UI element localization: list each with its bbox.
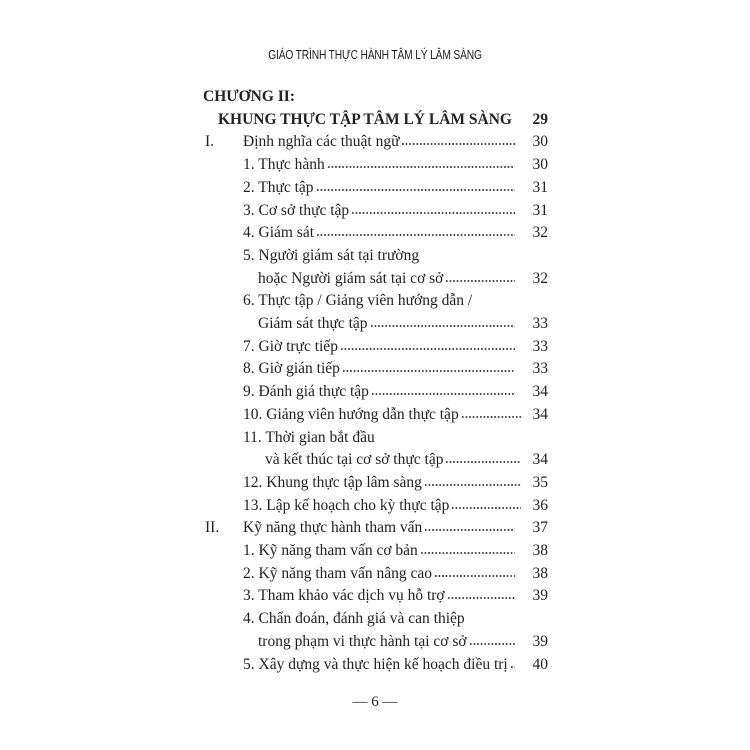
page-number: 32: [532, 224, 548, 242]
leader-dots: [327, 159, 515, 169]
leader-dots: [461, 409, 521, 419]
toc-entry-title: và kết thúc tại cơ sở thực tập: [265, 451, 444, 469]
toc-entry-line: [243, 608, 465, 631]
toc-entry-line: [243, 404, 548, 427]
toc-entry-line: [243, 495, 548, 518]
toc-entry-line: [243, 290, 472, 313]
toc-entry-title: 4. Chẩn đoán, đánh giá và can thiệp: [243, 610, 465, 628]
toc-entry-line: [205, 131, 548, 154]
toc-entry-line: [243, 358, 548, 381]
toc-entry-line: [243, 563, 548, 586]
leader-dots: [420, 545, 515, 555]
chapter-label: [203, 86, 295, 109]
page-number: 35: [532, 473, 548, 491]
leader-dots: [316, 182, 515, 192]
toc-entry-title: 2. Kỹ năng tham vấn nâng cao: [243, 564, 432, 582]
chapter-label-text: CHƯƠNG II:: [203, 88, 295, 105]
page-number: 38: [532, 542, 548, 559]
toc-entry-title: 10. Giảng viên hướng dẫn thực tập: [243, 405, 459, 423]
toc-entry-title: hoặc Người giám sát tại cơ sở: [258, 269, 444, 287]
page-number: 33: [532, 315, 548, 332]
chapter-title-row: [218, 109, 548, 132]
page-number: 32: [532, 269, 548, 287]
toc-entry-line: [243, 177, 548, 200]
toc-entry-line: [205, 517, 548, 540]
toc-entry-title: 8. Giờ gián tiếp: [243, 360, 340, 378]
toc-entry-title: 9. Đánh giá thực tập: [243, 383, 369, 401]
page-number: 34: [532, 383, 548, 401]
toc-entry-title: 2. Thực tập: [243, 178, 314, 196]
toc-entry-title: 3. Tham khảo vác dịch vụ hỗ trợ: [243, 587, 445, 605]
leader-dots: [340, 341, 515, 351]
toc-entry-title: 5. Xây dựng và thực hiện kế hoạch điều trị: [243, 655, 508, 673]
toc-entry-line: [243, 245, 419, 268]
leader-dots: [316, 227, 515, 237]
toc-entry-line: [243, 336, 548, 359]
page-number: 37: [532, 519, 548, 537]
leader-dots: [445, 273, 515, 283]
toc-entry-line: [243, 585, 548, 608]
toc-entry-title: 7. Giờ trực tiếp: [243, 337, 338, 355]
chapter-title-text: KHUNG THỰC TẬP TÂM LÝ LÂM SÀNG: [218, 110, 512, 128]
page-number: 39: [532, 632, 548, 650]
page-number: 38: [532, 564, 548, 582]
leader-dots: [424, 477, 521, 487]
toc-entry-title: 5. Người giám sát tại trường: [243, 246, 420, 264]
leader-dots: [424, 522, 515, 532]
leader-dots: [370, 318, 515, 328]
section-numeral: II.: [205, 519, 220, 537]
leader-dots: [371, 386, 515, 396]
leader-dots: [447, 590, 515, 600]
leader-dots: [451, 500, 521, 510]
toc-entry-line: [243, 654, 548, 677]
toc-entry-title: 1. Kỹ năng tham vấn cơ bản: [243, 542, 418, 559]
toc-entry-line: [243, 222, 548, 245]
page-number: 40: [532, 655, 548, 673]
page-number: 36: [532, 496, 548, 514]
toc-entry-line: [265, 449, 548, 472]
leader-dots: [510, 659, 515, 669]
leader-dots: [351, 205, 515, 215]
page-number: 34: [532, 405, 548, 423]
toc-entry-line: [243, 200, 548, 223]
page-folio: — 6 —: [352, 694, 398, 710]
page-number: 30: [532, 156, 548, 174]
page-number: 29: [532, 110, 548, 128]
toc-entry-title: 6. Thực tập / Giảng viên hướng dẫn /: [243, 292, 473, 310]
leader-dots: [469, 636, 515, 646]
leader-dots: [445, 454, 521, 464]
page-number: 33: [532, 360, 548, 378]
toc-entry-line: [243, 427, 375, 450]
toc-entry-title: 12. Khung thực tập lâm sàng: [243, 473, 422, 491]
toc-entry-line: [243, 472, 548, 495]
running-head: GIÁO TRÌNH THỰC HÀNH TÂM LÝ LÂM SÀNG: [268, 48, 482, 62]
toc-entry-title: 3. Cơ sở thực tập: [243, 201, 350, 219]
toc-entry-title: 1. Thực hành: [243, 156, 325, 174]
leader-dots: [401, 136, 515, 146]
leader-dots: [434, 568, 515, 578]
toc-entry-title: 4. Giám sát: [243, 224, 315, 242]
page-number: 34: [532, 451, 548, 469]
toc-entry-line: [258, 268, 548, 291]
page-number: 39: [532, 587, 548, 605]
page-number: 30: [532, 133, 548, 151]
section-numeral: I.: [205, 133, 215, 151]
leader-dots: [342, 363, 515, 373]
toc-entry-line: [243, 540, 548, 563]
toc-entry-line: [243, 154, 548, 177]
toc-entry-line: [258, 313, 548, 336]
toc-entry-title: Kỹ năng thực hành tham vấn: [243, 519, 423, 537]
page-number: 33: [532, 337, 548, 355]
toc-entry-title: trong phạm vi thực hành tại cơ sở: [258, 632, 467, 650]
toc-entry-title: Định nghĩa các thuật ngữ: [243, 133, 400, 151]
toc-entry-title: 11. Thời gian bắt đầu: [243, 428, 375, 446]
toc-entry-line: [258, 631, 548, 654]
toc-entry-title: 13. Lập kế hoạch cho kỳ thực tập: [243, 496, 450, 514]
page-number: 31: [532, 201, 548, 219]
toc-entry-line: [243, 381, 548, 404]
toc-entry-title: Giám sát thực tập: [258, 315, 368, 332]
page-number: 31: [532, 178, 548, 196]
